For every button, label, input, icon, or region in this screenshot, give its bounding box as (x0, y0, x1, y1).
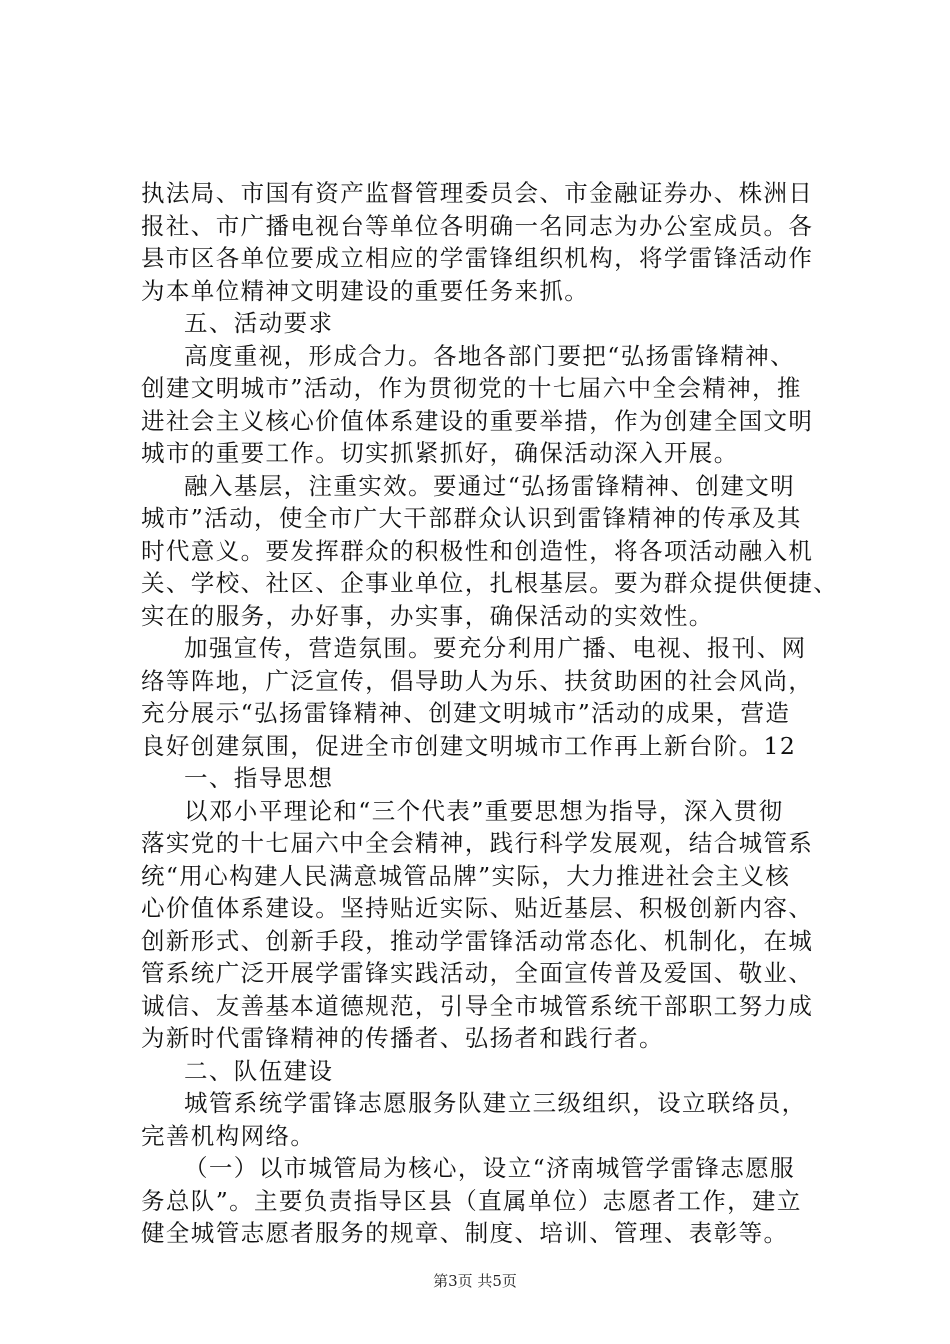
text-line: 管系统广泛开展学雷锋实践活动，全面宣传普及爱国、敬业、 (141, 959, 814, 987)
page-footer: 第3页 共5页 (433, 1272, 517, 1290)
text-line: 统“用心构建人民满意城管品牌”实际，大力推进社会主义核 (141, 862, 791, 890)
section-heading: 二、队伍建设 (184, 1057, 334, 1085)
section-heading: 五、活动要求 (184, 309, 334, 337)
section-heading: 一、指导思想 (184, 764, 334, 792)
text-line: 为本单位精神文明建设的重要任务来抓。 (141, 277, 590, 305)
text-line: 充分展示“弘扬雷锋精神、创建文明城市”活动的成果，营造 (141, 699, 791, 727)
text-line: 健全城管志愿者服务的规章、制度、培训、管理、表彰等。 (141, 1219, 789, 1247)
text-line: 心价值体系建设。坚持贴近实际、贴近基层、积极创新内容、 (141, 894, 814, 922)
text-line: 时代意义。要发挥群众的积极性和创造性，将各项活动融入机 (141, 537, 814, 565)
text-line: 报社、市广播电视台等单位各明确一名同志为办公室成员。各 (141, 212, 814, 240)
text-line: 融入基层，注重实效。要通过“弘扬雷锋精神、创建文明 (184, 472, 796, 500)
text-line: 诚信、友善基本道德规范，引导全市城管系统干部职工努力成 (141, 992, 814, 1020)
text-line: 执法局、市国有资产监督管理委员会、市金融证券办、株洲日 (141, 179, 814, 207)
text-line: 进社会主义核心价值体系建设的重要举措，作为创建全国文明 (141, 407, 814, 435)
text-line: 城市”活动，使全市广大干部群众认识到雷锋精神的传承及其 (141, 504, 802, 532)
text-line: 为新时代雷锋精神的传播者、弘扬者和践行者。 (141, 1024, 664, 1052)
text-line: 县市区各单位要成立相应的学雷锋组织机构，将学雷锋活动作 (141, 244, 814, 272)
text-line: 创建文明城市”活动，作为贯彻党的十七届六中全会精神，推 (141, 374, 802, 402)
text-line: 良好创建氛围，促进全市创建文明城市工作再上新台阶。12 (141, 732, 797, 760)
text-line: 实在的服务，办好事，办实事，确保活动的实效性。 (141, 602, 714, 630)
text-line: 城市的重要工作。切实抓紧抓好，确保活动深入开展。 (141, 439, 739, 467)
text-line: 务总队”。主要负责指导区县（直属单位）志愿者工作，建立 (141, 1187, 802, 1215)
text-line: 高度重视，形成合力。各地各部门要把“弘扬雷锋精神、 (184, 342, 796, 370)
text-line: 完善机构网络。 (141, 1122, 316, 1150)
text-line: （一）以市城管局为核心，设立“济南城管学雷锋志愿服 (184, 1154, 796, 1182)
text-line: 创新形式、创新手段，推动学雷锋活动常态化、机制化，在城 (141, 927, 814, 955)
text-line: 城管系统学雷锋志愿服务队建立三级组织，设立联络员， (184, 1089, 807, 1117)
text-line: 落实党的十七届六中全会精神，践行科学发展观，结合城管系 (141, 829, 814, 857)
text-line: 关、学校、社区、企事业单位，扎根基层。要为群众提供便捷、 (141, 569, 839, 597)
text-line: 以邓小平理论和“三个代表”重要思想为指导，深入贯彻 (184, 797, 784, 825)
text-line: 加强宣传，营造氛围。要充分利用广播、电视、报刊、网 (184, 634, 807, 662)
text-line: 络等阵地，广泛宣传，倡导助人为乐、扶贫助困的社会风尚， (141, 667, 814, 695)
